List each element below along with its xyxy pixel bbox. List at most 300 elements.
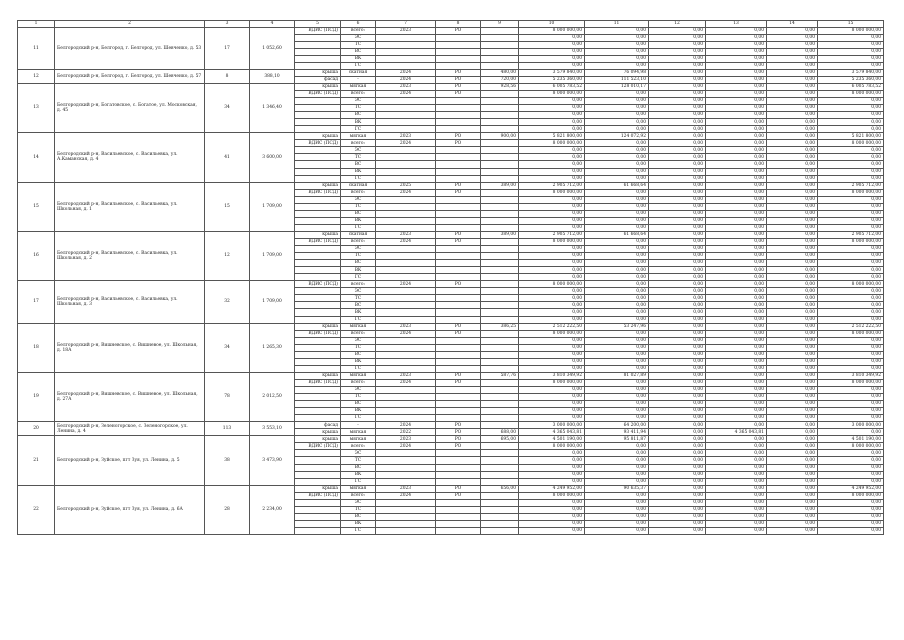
value-cell: 0,00 [706,69,767,76]
value-cell [376,253,436,260]
value-cell [436,464,481,471]
value-cell: 0,00 [585,189,649,196]
value-cell: ВДИС (ПСД) [295,330,341,337]
value-cell: 0,00 [767,295,818,302]
value-cell: 0,00 [585,464,649,471]
value-cell: 0,00 [585,224,649,231]
value-cell: 0,00 [818,126,884,133]
value-cell [295,161,341,168]
row-number-cell: 15 [18,182,55,231]
column3-cell: 113 [205,422,250,436]
value-cell: крыша [295,182,341,189]
value-cell [436,408,481,415]
value-cell: 0,00 [649,105,706,112]
value-cell: всего: [341,330,376,337]
row-number-cell: 13 [18,83,55,132]
value-cell [376,196,436,203]
value-cell: 0,00 [519,309,585,316]
value-cell: 61 668,64 [585,182,649,189]
value-cell: РО [436,83,481,90]
column3-cell: 17 [205,27,250,69]
value-cell: 0,00 [767,119,818,126]
value-cell: 0,00 [767,436,818,443]
value-cell: 0,00 [818,429,884,436]
value-cell: 0,00 [818,224,884,231]
value-cell: 0,00 [706,520,767,527]
value-cell: 0,00 [767,358,818,365]
value-cell: 0,00 [649,182,706,189]
value-cell: РО [436,140,481,147]
value-cell: 0,00 [767,365,818,372]
column4-cell: 2 012,50 [250,372,295,421]
value-cell: крыша [295,436,341,443]
row-number-cell: 21 [18,436,55,485]
value-cell: 0,00 [706,161,767,168]
value-cell: 95 811,87 [585,436,649,443]
value-cell: 0,00 [706,154,767,161]
value-cell: 0,00 [649,464,706,471]
value-cell: 0,00 [818,471,884,478]
value-cell: 4 249 952,00 [519,485,585,492]
value-cell: ВС [341,464,376,471]
value-cell [295,386,341,393]
value-cell [295,506,341,513]
value-cell: 0,00 [818,119,884,126]
value-cell [295,358,341,365]
value-cell: 0,00 [767,168,818,175]
value-cell: 0,00 [767,210,818,217]
value-cell: 0,00 [649,55,706,62]
column3-cell: 34 [205,323,250,372]
value-cell: 0,00 [818,62,884,69]
value-cell [295,105,341,112]
value-cell: 0,00 [519,394,585,401]
value-cell [376,450,436,457]
value-cell: мягкая [341,133,376,140]
value-cell: мягкая [341,436,376,443]
value-cell: 0,00 [706,372,767,379]
value-cell: 0,00 [585,513,649,520]
value-cell [481,527,519,534]
value-cell: 0,00 [585,196,649,203]
value-cell: 0,00 [649,485,706,492]
value-cell: 0,00 [767,492,818,499]
value-cell [481,365,519,372]
column3-cell: 38 [205,436,250,485]
value-cell [436,112,481,119]
value-cell: фасад [295,76,341,83]
value-cell [295,464,341,471]
value-cell: ГС [341,478,376,485]
column4-cell: 388,10 [250,69,295,83]
value-cell: 0,00 [706,112,767,119]
value-cell: ВС [341,161,376,168]
value-cell: 0,00 [649,295,706,302]
value-cell: 0,00 [767,147,818,154]
value-cell: 0,00 [649,492,706,499]
value-cell [481,499,519,506]
table-row [18,83,884,90]
value-cell: скатная [341,182,376,189]
value-cell: ВК [341,471,376,478]
value-cell [376,34,436,41]
value-cell: 0,00 [649,62,706,69]
value-cell: РО [436,330,481,337]
value-cell: 3 000 000,00 [519,422,585,429]
column3-cell: 34 [205,83,250,132]
value-cell: 0,00 [585,34,649,41]
value-cell: 2025 [376,182,436,189]
value-cell: 0,00 [519,147,585,154]
value-cell: - [341,76,376,83]
value-cell: 0,00 [649,344,706,351]
value-cell: 0,00 [706,443,767,450]
value-cell: ТС [341,105,376,112]
value-cell: 0,00 [519,351,585,358]
value-cell: 0,00 [767,69,818,76]
value-cell: 0,00 [706,98,767,105]
value-cell [481,386,519,393]
value-cell [295,365,341,372]
value-cell: 0,00 [818,48,884,55]
address-cell: Белгородский р-н, Белгород, г. Белгород, ул. Шевченко, д. 57 [55,69,205,83]
column-number-cell: 4 [250,21,295,28]
value-cell: 0,00 [519,34,585,41]
value-cell: 0,00 [519,196,585,203]
value-cell: 2024 [376,140,436,147]
value-cell: 0,00 [649,27,706,34]
value-cell: 0,00 [818,295,884,302]
value-cell: РО [436,281,481,288]
value-cell [436,260,481,267]
value-cell: 0,00 [767,471,818,478]
value-cell: 3 810 349,92 [818,372,884,379]
value-cell [436,203,481,210]
value-cell: 0,00 [649,457,706,464]
value-cell: 0,00 [706,224,767,231]
value-cell: ВС [341,210,376,217]
value-cell [376,520,436,527]
value-cell: 0,00 [649,337,706,344]
value-cell: 0,00 [818,457,884,464]
table-row [18,422,884,429]
value-cell: 4 249 952,00 [818,485,884,492]
value-cell: ТС [341,41,376,48]
column4-cell: 1 709,00 [250,231,295,280]
value-cell: 0,00 [519,246,585,253]
value-cell: 0,00 [706,358,767,365]
value-cell: РО [436,69,481,76]
value-cell: 0,00 [585,443,649,450]
value-cell: 0,00 [706,48,767,55]
value-cell: 0,00 [649,401,706,408]
value-cell: 0,00 [767,450,818,457]
value-cell: 5 235 360,00 [519,76,585,83]
value-cell [481,492,519,499]
value-cell: 0,00 [585,119,649,126]
value-cell [481,450,519,457]
value-cell: 0,00 [519,98,585,105]
value-cell: 5 821 800,00 [519,133,585,140]
value-cell: ЭС [341,386,376,393]
value-cell: 0,00 [519,358,585,365]
value-cell [376,246,436,253]
value-cell: 0,00 [706,323,767,330]
value-cell: 0,00 [767,506,818,513]
value-cell [376,260,436,267]
value-cell: 0,00 [706,499,767,506]
value-cell: ТС [341,295,376,302]
value-cell [436,401,481,408]
value-cell: 0,00 [649,168,706,175]
value-cell: 0,00 [585,450,649,457]
value-cell: 0,00 [585,161,649,168]
column3-cell: 41 [205,133,250,182]
value-cell [376,478,436,485]
value-cell: ТС [341,394,376,401]
value-cell: ВДИС (ПСД) [295,27,341,34]
value-cell: 0,00 [767,288,818,295]
value-cell: 928,56 [481,83,519,90]
value-cell: ГС [341,62,376,69]
value-cell: 0,00 [649,281,706,288]
value-cell: 0,00 [585,48,649,55]
value-cell [481,358,519,365]
value-cell: 0,00 [706,62,767,69]
value-cell: 0,00 [706,506,767,513]
value-cell [436,154,481,161]
value-cell: 0,00 [585,274,649,281]
value-cell [481,415,519,422]
value-cell [481,443,519,450]
value-cell: 0,00 [818,253,884,260]
value-cell: 0,00 [767,196,818,203]
value-cell: 0,00 [767,55,818,62]
value-cell: 0,00 [519,203,585,210]
value-cell: крыша [295,429,341,436]
column3-cell: 12 [205,231,250,280]
value-cell: 0,00 [818,450,884,457]
value-cell: 0,00 [706,217,767,224]
value-cell: 386,25 [481,323,519,330]
value-cell: 2 905 712,00 [818,182,884,189]
value-cell: 3 579 840,00 [818,69,884,76]
value-cell [436,48,481,55]
value-cell [481,48,519,55]
value-cell [376,267,436,274]
value-cell: ТС [341,457,376,464]
value-cell: 0,00 [818,274,884,281]
value-cell [481,295,519,302]
value-cell: 0,00 [818,105,884,112]
value-cell: 0,00 [649,260,706,267]
value-cell: 2 905 712,00 [818,231,884,238]
value-cell: 0,00 [818,520,884,527]
value-cell: 0,00 [767,429,818,436]
value-cell: 0,00 [706,471,767,478]
address-cell: Белгородский р-н, Белгород, г. Белгород, ул. Шевченко, д. 53 [55,27,205,69]
value-cell [376,119,436,126]
value-cell: 0,00 [649,76,706,83]
value-cell: ВК [341,309,376,316]
value-cell: 0,00 [818,217,884,224]
value-cell: 0,00 [519,260,585,267]
value-cell: 0,00 [818,478,884,485]
column3-cell: 32 [205,281,250,323]
column-number-cell: 6 [341,21,376,28]
value-cell: 0,00 [706,527,767,534]
value-cell [481,119,519,126]
value-cell [481,274,519,281]
value-cell: 0,00 [767,224,818,231]
value-cell: 389,00 [481,231,519,238]
value-cell: 0,00 [585,478,649,485]
column3-cell: 78 [205,372,250,421]
value-cell: 0,00 [767,527,818,534]
value-cell [481,351,519,358]
value-cell [295,196,341,203]
column-number-cell: 15 [818,21,884,28]
value-cell: 0,00 [649,288,706,295]
address-cell: Белгородский р-н, Зуйское, пгт Зуя, ул. Ленина, д. 5 [55,436,205,485]
value-cell: ТС [341,344,376,351]
value-cell [376,224,436,231]
value-cell: 0,00 [585,175,649,182]
value-cell: 111 523,10 [585,76,649,83]
value-cell: 0,00 [818,506,884,513]
value-cell [481,267,519,274]
value-cell: 0,00 [585,499,649,506]
value-cell: ВС [341,401,376,408]
value-cell: 0,00 [767,27,818,34]
value-cell [481,246,519,253]
value-cell: 0,00 [649,246,706,253]
value-cell: 0,00 [649,189,706,196]
value-cell: 0,00 [585,344,649,351]
value-cell [436,295,481,302]
value-cell: всего: [341,239,376,246]
value-cell: 0,00 [649,443,706,450]
value-cell: ВС [341,302,376,309]
value-cell: 8 000 000,00 [519,91,585,98]
value-cell [295,337,341,344]
value-cell: 0,00 [585,295,649,302]
value-cell: 0,00 [706,76,767,83]
value-cell: 0,00 [706,436,767,443]
value-cell: 0,00 [519,316,585,323]
value-cell: 0,00 [585,394,649,401]
value-cell: 0,00 [706,478,767,485]
value-cell [295,175,341,182]
value-cell [436,337,481,344]
value-cell: ЭС [341,499,376,506]
value-cell: 0,00 [519,224,585,231]
value-cell: РО [436,443,481,450]
value-cell: 0,00 [706,386,767,393]
value-cell: 4 501 190,00 [519,436,585,443]
value-cell [376,358,436,365]
value-cell: 720,00 [481,76,519,83]
value-cell: 0,00 [649,126,706,133]
value-cell: 0,00 [649,302,706,309]
value-cell: 0,00 [767,513,818,520]
value-cell [295,415,341,422]
value-cell: 0,00 [767,401,818,408]
value-cell: 0,00 [767,253,818,260]
value-cell: 0,00 [818,513,884,520]
value-cell: 0,00 [767,408,818,415]
value-cell: 0,00 [767,267,818,274]
value-cell [295,288,341,295]
value-cell: 2024 [376,239,436,246]
value-cell: 0,00 [767,76,818,83]
value-cell: 0,00 [649,323,706,330]
value-cell: 3 000 000,00 [818,422,884,429]
value-cell: 0,00 [649,436,706,443]
value-cell: 0,00 [818,112,884,119]
value-cell: 0,00 [706,365,767,372]
value-cell: 0,00 [767,105,818,112]
value-cell: всего: [341,281,376,288]
value-cell [295,394,341,401]
value-cell: 0,00 [767,48,818,55]
value-cell: фасад [295,422,341,429]
value-cell: 0,00 [519,48,585,55]
value-cell [481,288,519,295]
value-cell: 0,00 [649,175,706,182]
value-cell: ГС [341,175,376,182]
value-cell: ГС [341,415,376,422]
value-cell [376,401,436,408]
row-number-cell: 16 [18,231,55,280]
value-cell: ГС [341,126,376,133]
value-cell: 0,00 [585,365,649,372]
column-number-cell: 5 [295,21,341,28]
value-cell: 0,00 [767,140,818,147]
value-cell: 0,00 [818,210,884,217]
value-cell [295,34,341,41]
value-cell: 0,00 [519,295,585,302]
value-cell: 0,00 [585,401,649,408]
value-cell: 2024 [376,69,436,76]
value-cell: 2 905 712,00 [519,231,585,238]
value-cell: 0,00 [519,520,585,527]
value-cell: 8 000 000,00 [818,140,884,147]
value-cell: 0,00 [706,344,767,351]
address-cell: Белгородский р-н, Зеленогорское, с. Зеленогорское, ул. Ленина, д. 4 [55,422,205,436]
value-cell: 0,00 [767,485,818,492]
value-cell: 0,00 [706,408,767,415]
value-cell: ВК [341,520,376,527]
value-cell [436,527,481,534]
table-row [18,27,884,34]
value-cell: 0,00 [585,112,649,119]
value-cell: 0,00 [649,239,706,246]
value-cell [376,274,436,281]
value-cell: 0,00 [767,323,818,330]
value-cell: 0,00 [585,27,649,34]
value-cell: 0,00 [585,288,649,295]
row-number-cell: 18 [18,323,55,372]
value-cell: 0,00 [649,330,706,337]
value-cell: 0,00 [585,316,649,323]
value-cell: 76 094,98 [585,69,649,76]
value-cell: 0,00 [585,260,649,267]
column4-cell: 3 473,90 [250,436,295,485]
value-cell: 0,00 [519,401,585,408]
value-cell [436,302,481,309]
value-cell: 0,00 [818,203,884,210]
